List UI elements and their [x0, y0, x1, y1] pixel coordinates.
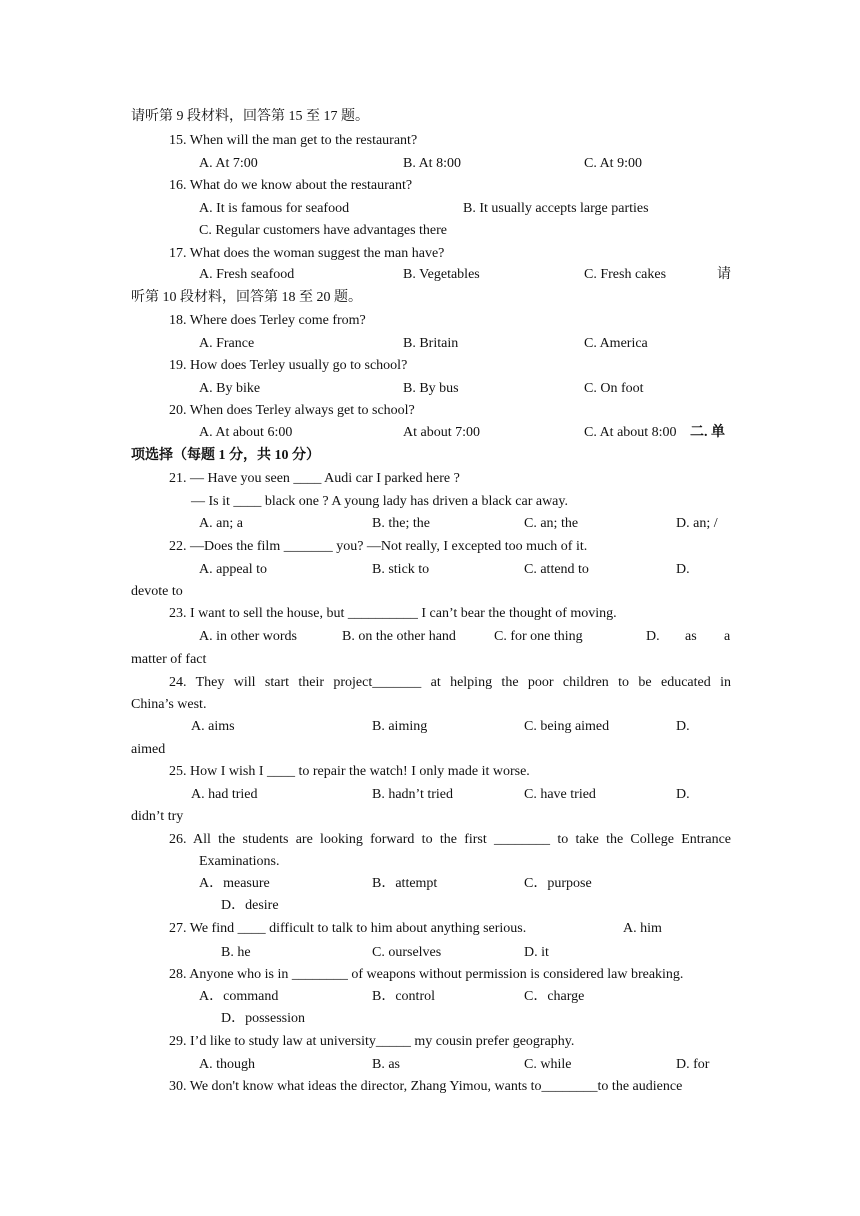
question-25: 25. How I wish I ____ to repair the watch! I only made it worse. — [169, 764, 530, 779]
option-c: C．purpose — [524, 876, 592, 891]
option-d: D. it — [524, 945, 549, 960]
option-b: B. he — [221, 945, 251, 960]
option-a: A. appeal to — [199, 562, 268, 577]
option-a: A. At about 6:00 — [199, 425, 293, 440]
question-24: 24. They will start their project_______ at helping the poor children to be educated in — [169, 675, 731, 690]
option-a: A. By bike — [199, 381, 261, 396]
option-b: B. stick to — [372, 562, 430, 577]
option-d-continued: aimed — [131, 742, 166, 757]
question-24-continued: China’s west. — [131, 697, 207, 712]
option-d-continued: didn’t try — [131, 809, 184, 824]
option-a: A. had tried — [191, 787, 258, 802]
option-c: C. Regular customers have advantages there — [199, 223, 448, 238]
option-c: C. On foot — [584, 381, 644, 396]
option-d-continued: devote to — [131, 584, 183, 599]
question-15: 15. When will the man get to the restaurant? — [169, 133, 418, 148]
option-c: C. America — [584, 336, 648, 351]
option-b: B. hadn’t tried — [372, 787, 454, 802]
option-b: B. Vegetables — [403, 267, 480, 282]
option-b: B. Britain — [403, 336, 459, 351]
option-d-word: a — [724, 629, 731, 644]
option-a: A. It is famous for seafood — [199, 201, 350, 216]
option-d: D. — [676, 719, 690, 734]
section-heading: 项选择（每题 1 分，共 10 分） — [131, 448, 320, 463]
question-16: 16. What do we know about the restaurant? — [169, 178, 413, 193]
option-d: D. an; / — [676, 516, 718, 531]
option-a: A. France — [199, 336, 255, 351]
question-28: 28. Anyone who is in ________ of weapons without permission is considered law breaking. — [169, 967, 684, 982]
question-26-continued: Examinations. — [199, 854, 280, 869]
option-b: B. aiming — [372, 719, 428, 734]
option-c: C．charge — [524, 989, 585, 1004]
section-heading: 二. 单 — [690, 425, 725, 440]
option-d: D. — [676, 562, 690, 577]
option-b: B. It usually accepts large parties — [463, 201, 649, 216]
option-c: C. At about 8:00 — [584, 425, 677, 440]
option-c: C. while — [524, 1057, 572, 1072]
option-a: A. At 7:00 — [199, 156, 258, 171]
option-b: B. as — [372, 1057, 400, 1072]
option-a: A. an; a — [199, 516, 243, 531]
question-21-response: — Is it ____ black one ? A young lady has driven a black car away. — [191, 494, 568, 509]
question-22: 22. —Does the film _______ you? —Not really, I excepted too much of it. — [169, 539, 588, 554]
section-instruction: 听第 10 段材料，回答第 18 至 20 题。 — [131, 290, 362, 305]
question-27: 27. We find ____ difficult to talk to him about anything serious. — [169, 921, 527, 936]
option-c: C. have tried — [524, 787, 596, 802]
question-30: 30. We don't know what ideas the director, Zhang Yimou, wants to________to the audience — [169, 1079, 683, 1094]
option-d: D. — [676, 787, 690, 802]
option-a: A．command — [199, 989, 279, 1004]
option-d-word: as — [685, 629, 697, 644]
option-d-continued: matter of fact — [131, 652, 207, 667]
option-a: A. though — [199, 1057, 255, 1072]
section-instruction: 请 — [717, 267, 731, 282]
option-d: D. — [646, 629, 660, 644]
question-20: 20. When does Terley always get to school? — [169, 403, 415, 418]
option-d: D．desire — [221, 898, 279, 913]
option-d: D．possession — [221, 1011, 306, 1026]
question-18: 18. Where does Terley come from? — [169, 313, 366, 328]
option-b: B. the; the — [372, 516, 430, 531]
question-26: 26. All the students are looking forward to the first ________ to take the College Entrance — [169, 832, 731, 847]
option-b: B．control — [372, 989, 435, 1004]
section-instruction: 请听第 9 段材料，回答第 15 至 17 题。 — [131, 109, 369, 124]
option-d: D. for — [676, 1057, 710, 1072]
option-a: A. in other words — [199, 629, 297, 644]
option-c: C. At 9:00 — [584, 156, 642, 171]
option-b: B. on the other hand — [342, 629, 456, 644]
question-21: 21. — Have you seen ____ Audi car I parked here ? — [169, 471, 460, 486]
question-23: 23. I want to sell the house, but __________ I can’t bear the thought of moving. — [169, 606, 617, 621]
option-c: C. an; the — [524, 516, 579, 531]
option-c: C. ourselves — [372, 945, 442, 960]
option-a: A. him — [623, 921, 662, 936]
option-c: C. being aimed — [524, 719, 610, 734]
option-b: B．attempt — [372, 876, 438, 891]
question-29: 29. I’d like to study law at university_____ my cousin prefer geography. — [169, 1034, 575, 1049]
question-17: 17. What does the woman suggest the man have? — [169, 246, 445, 261]
option-b: B. At 8:00 — [403, 156, 461, 171]
option-c: C. attend to — [524, 562, 589, 577]
option-b: B. By bus — [403, 381, 459, 396]
option-c: C. Fresh cakes — [584, 267, 667, 282]
option-a: A. aims — [191, 719, 235, 734]
option-b: At about 7:00 — [403, 425, 480, 440]
option-c: C. for one thing — [494, 629, 583, 644]
option-a: A．measure — [199, 876, 270, 891]
option-a: A. Fresh seafood — [199, 267, 295, 282]
question-19: 19. How does Terley usually go to school? — [169, 358, 408, 373]
